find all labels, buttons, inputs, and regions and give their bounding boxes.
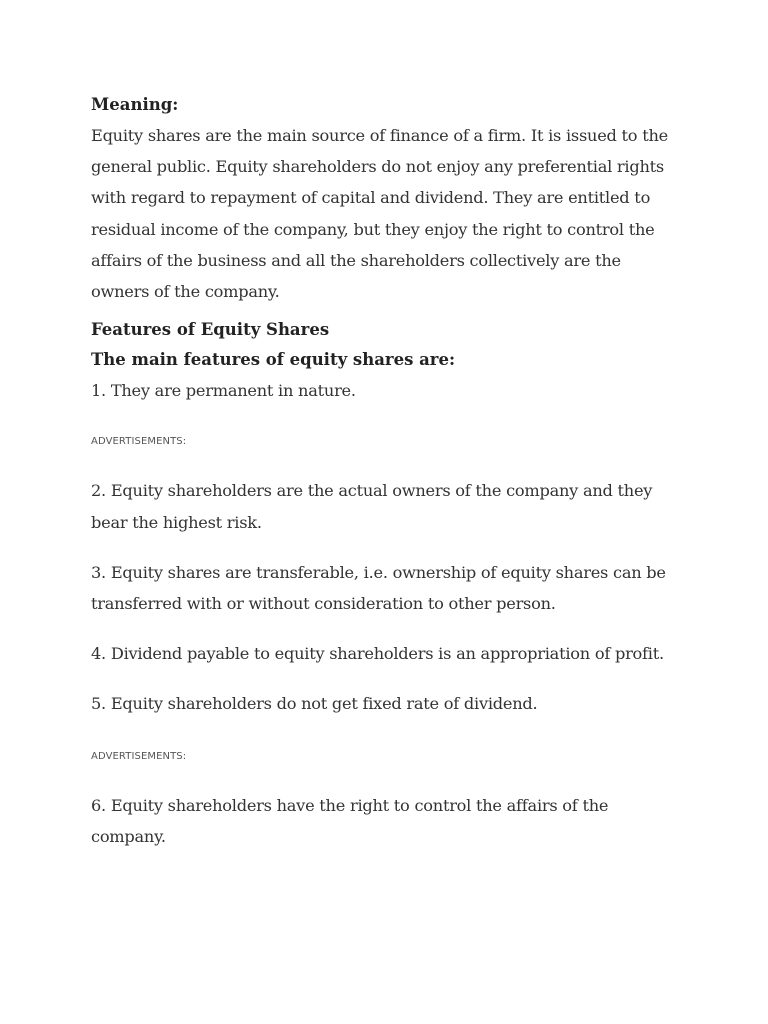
- advertisement-label: ADVERTISEMENTS:: [91, 436, 187, 448]
- feature-item-4: 4. Dividend payable to equity shareholders is an appropriation of profit.: [91, 644, 664, 664]
- meaning-paragraph: Equity shares are the main source of finance of a firm. It is issued to the general public. Equity shareholders do not enjoy any preferential rights with regard to repayment of capital and dividend. They are entitled to residual income of the company, but they enjoy the right to control the affairs of the business and all the shareholders collectively are the owners of the company.: [91, 126, 668, 302]
- feature-item-3: 3. Equity shares are transferable, i.e. ownership of equity shares can be transferred with or without consideration to other person.: [91, 562, 666, 614]
- feature-item-1: 1. They are permanent in nature.: [91, 381, 356, 401]
- article-body: [91, 93, 681, 852]
- feature-item-2: 2. Equity shareholders are the actual owners of the company and they bear the highest risk.: [91, 481, 653, 532]
- feature-item-6: 6. Equity shareholders have the right to control the affairs of the company.: [91, 795, 609, 846]
- features-subheading: The main features of equity shares are:: [91, 350, 456, 370]
- advertisement-label: ADVERTISEMENTS:: [91, 750, 187, 762]
- features-heading: Features of Equity Shares: [91, 320, 330, 340]
- feature-item-5: 5. Equity shareholders do not get fixed rate of dividend.: [91, 694, 538, 714]
- meaning-heading: Meaning:: [91, 95, 179, 114]
